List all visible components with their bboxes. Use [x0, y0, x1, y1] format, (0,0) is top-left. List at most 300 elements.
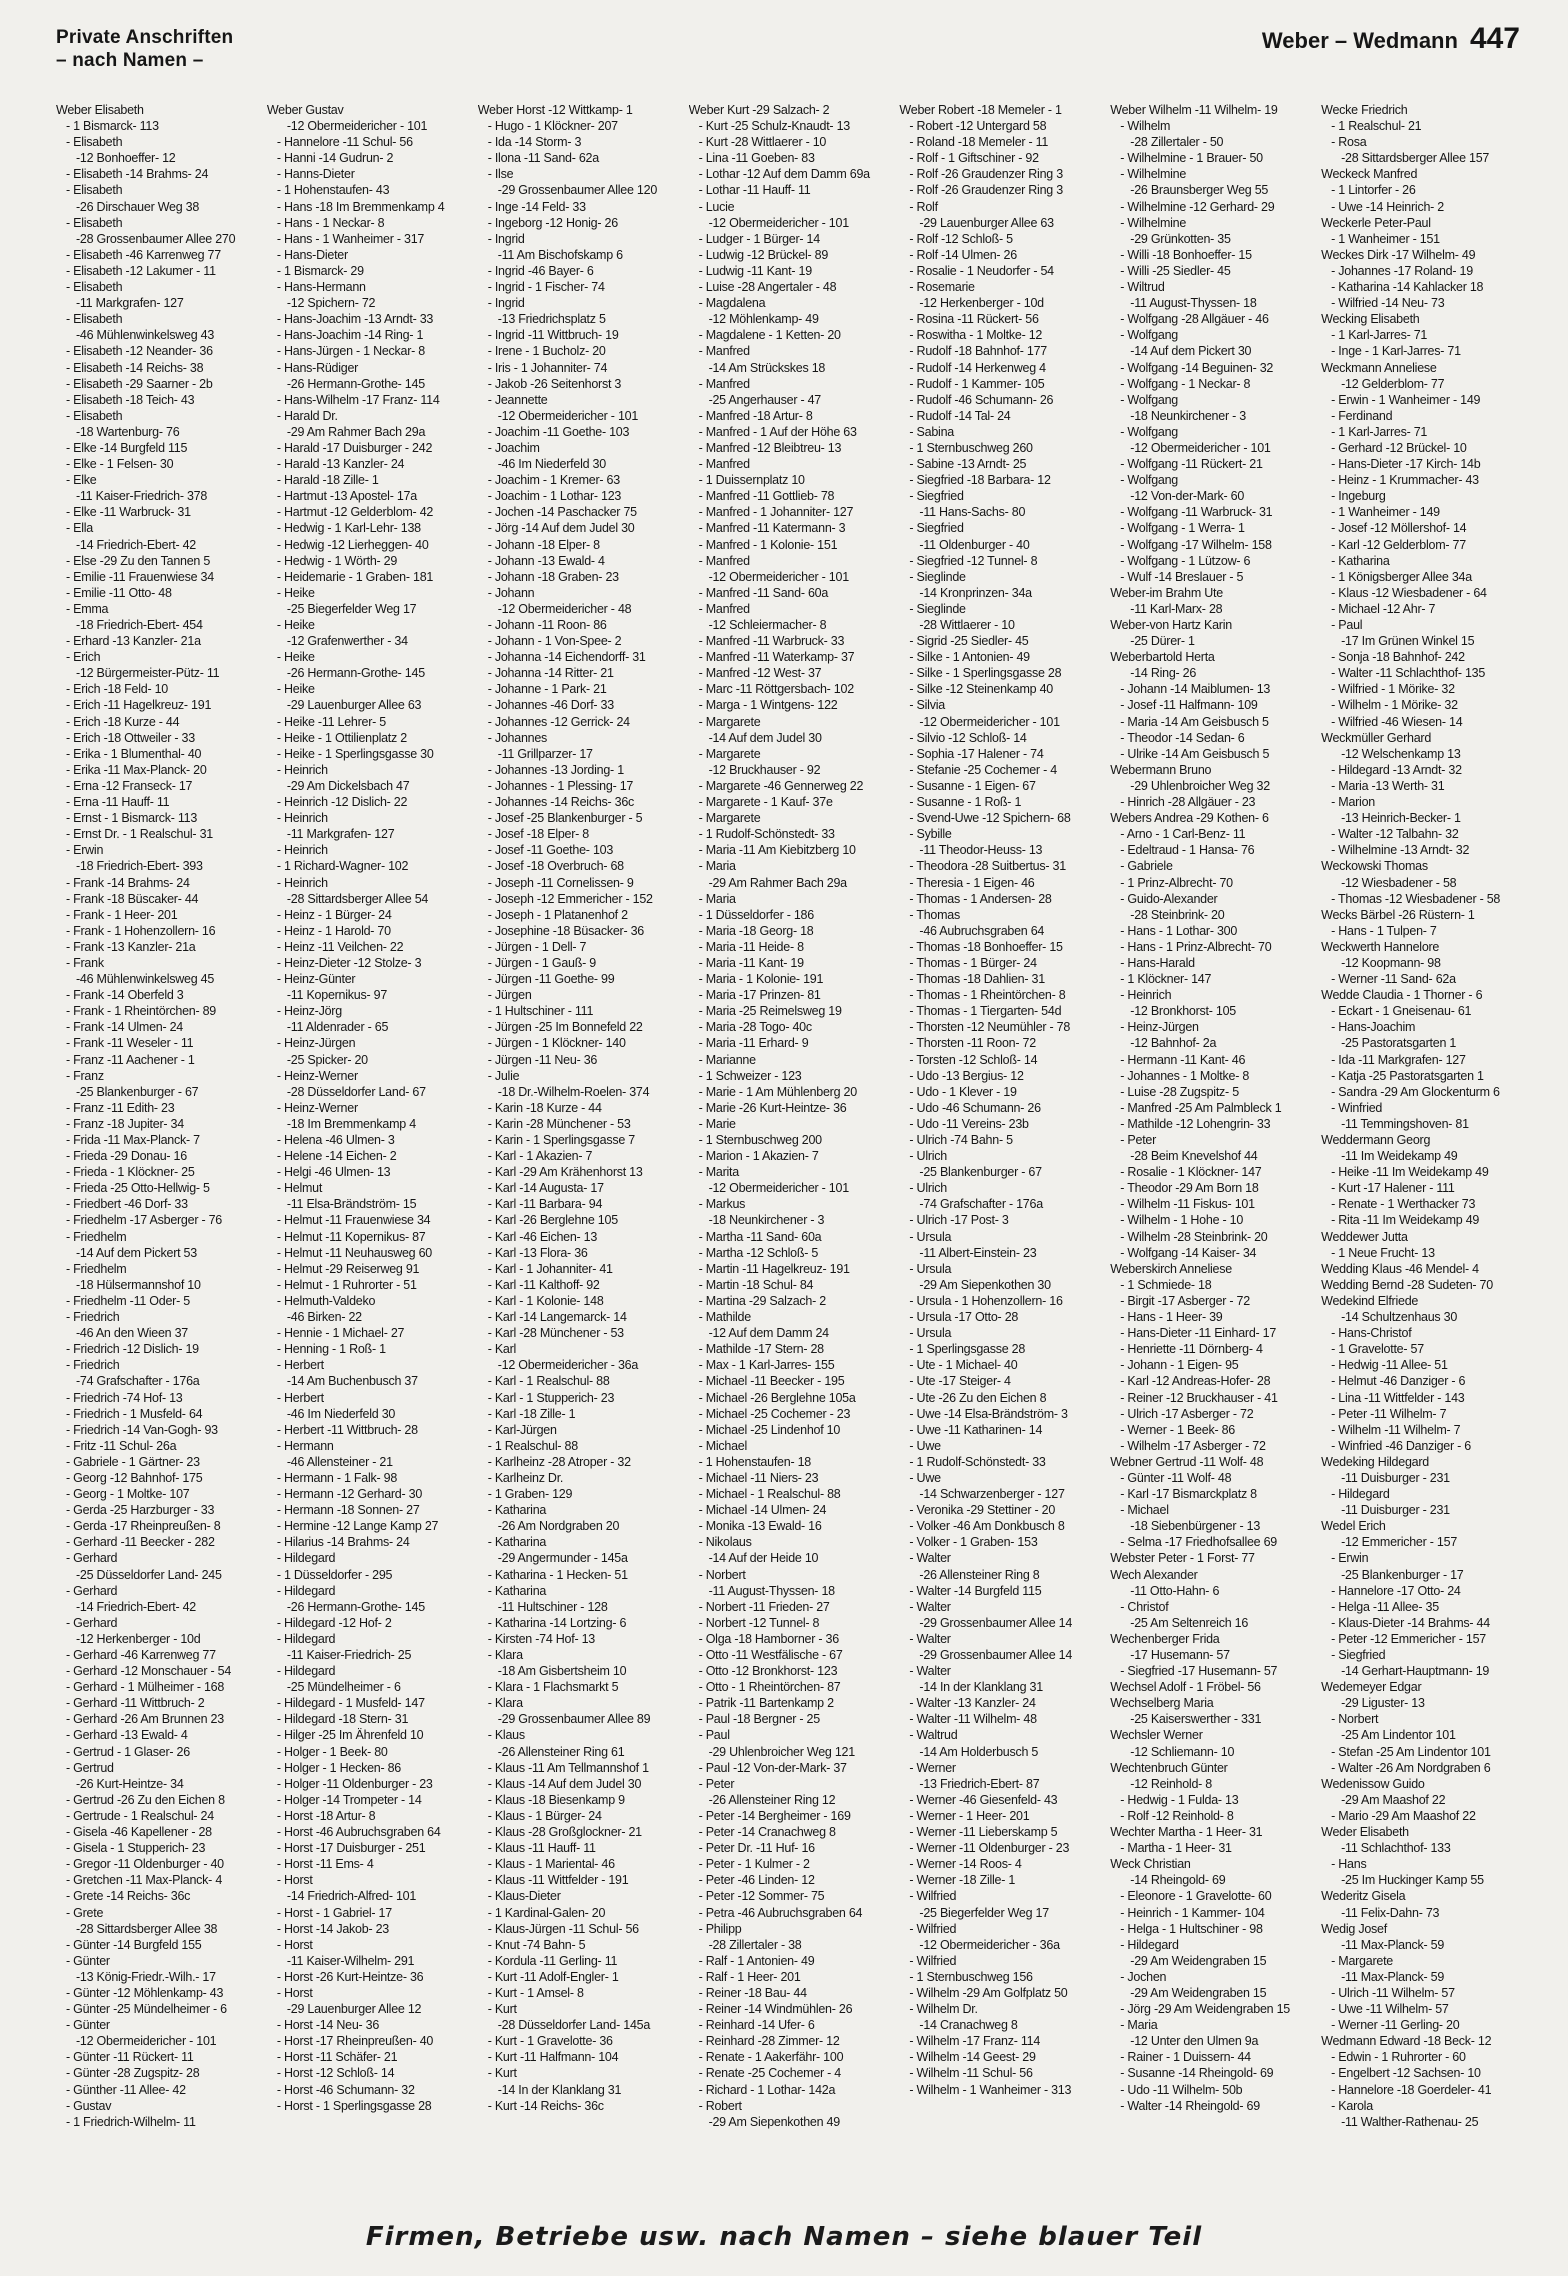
directory-entry: - Silke - 1 Antonien- 49: [909, 650, 1030, 665]
directory-entry: - Maria -17 Prinzen- 81: [698, 988, 821, 1003]
directory-entry: - Margarete: [698, 714, 761, 729]
directory-entry: - Johann -18 Graben- 23: [487, 569, 619, 584]
directory-entry: - Fritz -11 Schul- 26a: [66, 1438, 177, 1453]
directory-entry: - Siegfried -12 Tunnel- 8: [909, 553, 1038, 568]
directory-entry: -29 Lauenburger Allee 12: [286, 2002, 422, 2017]
directory-entry: -46 Mühlenwinkelsweg 45: [76, 972, 215, 987]
directory-entry: - Hermann: [276, 1438, 334, 1453]
directory-entry: -25 Düsseldorfer Land- 245: [76, 1567, 222, 1582]
directory-entry: - Uwe: [909, 1470, 941, 1485]
directory-entry: - Emma: [66, 601, 109, 616]
directory-entry: - Erich -11 Hagelkreuz- 191: [66, 698, 212, 713]
directory-entry: - Henriette -11 Dörnberg- 4: [1120, 1342, 1263, 1357]
directory-entry: - Rudolf -14 Herkenweg 4: [909, 360, 1046, 375]
directory-entry: - Hedwig -12 Lierheggen- 40: [276, 537, 429, 552]
directory-entry: -11 Hans-Sachs- 80: [919, 505, 1026, 520]
directory-entry: - Elisabeth: [66, 312, 123, 327]
directory-entry: - Sybille: [909, 827, 952, 842]
directory-entry: - Hans - 1 Heer- 39: [1120, 1310, 1223, 1325]
directory-entry: - 1 Karl-Jarres- 71: [1331, 328, 1428, 343]
directory-entry: Wechenberger Frida: [1110, 1631, 1220, 1646]
directory-entry: - Manfred -11 Katermann- 3: [698, 521, 846, 536]
directory-entry: - Elisabeth -12 Lakumer - 11: [66, 263, 216, 278]
directory-entry: -18 Im Bremmenkamp 4: [286, 1116, 416, 1131]
directory-entry: - Gertrud -26 Zu den Eichen 8: [66, 1792, 225, 1807]
directory-entry: -25 Angerhauser - 47: [708, 392, 822, 407]
name-range: Weber – Wedmann: [1261, 28, 1458, 53]
directory-entry: - Manfred -18 Artur- 8: [698, 408, 813, 423]
directory-entry: - Marie: [698, 1116, 736, 1131]
directory-entry: - Marion: [1331, 795, 1375, 810]
directory-entry: - Klaus - 1 Bürger- 24: [487, 1808, 602, 1823]
directory-entry: - Joseph -11 Cornelissen- 9: [487, 875, 634, 890]
directory-entry: - Ella: [66, 521, 93, 536]
directory-entry: - 1 Karl-Jarres- 71: [1331, 424, 1428, 439]
directory-entry: Wechsel Adolf - 1 Fröbel- 56: [1110, 1680, 1261, 1695]
directory-entry: - 1 Lintorfer - 26: [1331, 183, 1416, 198]
directory-entry: - Friedrich -12 Dislich- 19: [66, 1342, 199, 1357]
directory-entry: - Maria -18 Georg- 18: [698, 923, 814, 938]
directory-entry: - Werner - 1 Heer- 201: [909, 1808, 1030, 1823]
directory-entry: - Reinhard -28 Zimmer- 12: [698, 2034, 840, 2049]
directory-entry: - Wilhelm -11 Wilhelm- 7: [1331, 1422, 1461, 1437]
directory-entry: - 1 Hohenstaufen- 43: [276, 183, 390, 198]
directory-entry: -46 Im Niederfeld 30: [497, 457, 606, 472]
directory-entry: - Franz -11 Edith- 23: [66, 1100, 175, 1115]
directory-entry: - Margarete: [1331, 1953, 1393, 1968]
page-number: 447: [1469, 22, 1520, 55]
directory-entry: - Thomas: [909, 907, 960, 922]
directory-entry: -29 Angermunder - 145a: [497, 1551, 628, 1566]
directory-entry: - Joseph - 1 Platanenhof 2: [487, 907, 628, 922]
directory-entry: - Franz -11 Aachener - 1: [66, 1052, 195, 1067]
directory-entry: -12 Emmericher - 157: [1341, 1535, 1458, 1550]
directory-entry: - Friedrich: [66, 1358, 120, 1373]
directory-entry: - Johann -14 Maiblumen- 13: [1120, 682, 1271, 697]
directory-entry: -25 Dürer- 1: [1130, 634, 1195, 649]
directory-entry: - Sieglinde: [909, 569, 966, 584]
directory-entry: - Walter -11 Wilhelm- 48: [909, 1712, 1037, 1727]
directory-entry: -28 Steinbrink- 20: [1130, 907, 1225, 922]
directory-entry: -25 Blankenburger - 67: [919, 1165, 1042, 1180]
directory-entry: -12 Obermeidericher - 101: [286, 119, 428, 134]
directory-entry: Webster Peter - 1 Forst- 77: [1110, 1551, 1255, 1566]
directory-entry: -18 Friedrich-Ebert- 454: [76, 618, 203, 632]
directory-entry: - Manfred: [698, 376, 750, 391]
directory-entry: - Helena -46 Ulmen- 3: [276, 1133, 395, 1147]
directory-entry: - Elisabeth -18 Teich- 43: [66, 392, 195, 407]
directory-entry: - Gerhard -46 Karrenweg 77: [66, 1648, 216, 1662]
directory-entry: Wedenissow Guido: [1321, 1776, 1425, 1791]
directory-entry: -11 Max-Planck- 59: [1341, 1937, 1445, 1952]
directory-entry: - Johanna -14 Eichendorff- 31: [487, 650, 646, 665]
directory-entry: - Gregor -11 Oldenburger - 40: [66, 1857, 224, 1872]
directory-entry: - Wilhelmine: [1120, 167, 1187, 182]
directory-entry: - Rolf -12 Schloß- 5: [909, 231, 1013, 246]
directory-entry: - Wolfgang -11 Rückert- 21: [1120, 457, 1263, 472]
directory-entry: - 1 Richard-Wagner- 102: [276, 859, 409, 874]
directory-entry: - Katharina - 1 Hecken- 51: [487, 1567, 628, 1582]
directory-entry: - Karl -12 Gelderblom- 77: [1331, 537, 1466, 552]
directory-entry: - Theodora -28 Suitbertus- 31: [909, 859, 1066, 874]
directory-entry: - Kurt -25 Schulz-Knaudt- 13: [698, 119, 850, 134]
directory-entry: - Michael -26 Berglehne 105a: [698, 1390, 856, 1405]
directory-entry: - 1 Prinz-Albrecht- 70: [1120, 875, 1233, 890]
directory-entry: - Hermine -12 Lange Kamp 27: [276, 1519, 439, 1534]
directory-entry: - Silke - 1 Sperlingsgasse 28: [909, 666, 1062, 681]
directory-entry: - Jochen: [1120, 1969, 1167, 1984]
directory-entry: - Hans-Dieter -11 Einhard- 17: [1120, 1326, 1277, 1341]
directory-entry: - Norbert: [1331, 1712, 1379, 1727]
directory-entry: - Wilhelm - 1 Mörike- 32: [1331, 698, 1458, 713]
directory-entry: - 1 Hohenstaufen- 18: [698, 1454, 812, 1469]
directory-entry: - Thomas -18 Dahlien- 31: [909, 972, 1045, 987]
directory-entry: - Johannes -12 Gerrick- 24: [487, 714, 630, 729]
directory-entry: - Svend-Uwe -12 Spichern- 68: [909, 811, 1071, 826]
directory-column-7: [1321, 102, 1524, 2200]
directory-entry: Weckes Dirk -17 Wilhelm- 49: [1321, 247, 1476, 262]
directory-entry: - Frank -11 Weseler - 11: [66, 1036, 194, 1051]
directory-entry: - Werner -11 Gerling- 20: [1331, 2018, 1460, 2033]
directory-entry: - Knut -74 Bahn- 5: [487, 1937, 586, 1952]
directory-entry: -46 Allensteiner - 21: [286, 1454, 393, 1469]
directory-column-3: [478, 102, 681, 2200]
directory-entry: - Hannelore -17 Otto- 24: [1331, 1583, 1461, 1598]
directory-entry: - Willi -25 Siedler- 45: [1120, 263, 1231, 278]
directory-entry: - Rudolf -18 Bahnhof- 177: [909, 344, 1048, 359]
directory-entry: - Johann - 1 Von-Spee- 2: [487, 634, 622, 649]
directory-entry: -11 Albert-Einstein- 23: [919, 1245, 1037, 1260]
directory-entry: -46 An den Wieen 37: [76, 1326, 188, 1341]
directory-entry: - Michael -12 Ahr- 7: [1331, 601, 1436, 616]
directory-entry: - Klaus - 1 Mariental- 46: [487, 1857, 615, 1872]
directory-entry: - Philipp: [698, 1921, 742, 1936]
directory-entry: - Ingrid: [487, 231, 525, 246]
directory-entry: -29 Am Weidengraben 15: [1130, 1953, 1267, 1968]
directory-entry: - Jürgen - 1 Dell- 7: [487, 939, 587, 954]
directory-entry: -14 Auf dem Judel 30: [708, 730, 822, 745]
directory-entry: - Hedwig -11 Allee- 51: [1331, 1358, 1448, 1373]
directory-entry: - Olga -18 Hamborner - 36: [698, 1631, 839, 1646]
directory-entry: - Hans - 1 Tulpen- 7: [1331, 923, 1437, 938]
directory-entry: - Udo - 1 Klever - 19: [909, 1084, 1017, 1099]
directory-entry: - Ilse: [487, 167, 514, 182]
directory-entry: -12 Wiesbadener - 58: [1341, 875, 1457, 890]
directory-entry: - Hans-Hermann: [276, 280, 366, 295]
directory-entry: - Karin - 1 Sperlingsgasse 7: [487, 1133, 635, 1147]
directory-entry: - Paul: [698, 1728, 730, 1743]
directory-entry: - Rosina -11 Rückert- 56: [909, 312, 1039, 327]
directory-entry: - Michael -11 Beecker - 195: [698, 1374, 845, 1389]
directory-entry: - Klaus -18 Biesenkamp 9: [487, 1792, 625, 1807]
directory-entry: Webermann Bruno: [1110, 762, 1212, 777]
directory-entry: -11 Walther-Rathenau- 25: [1341, 2114, 1479, 2129]
directory-entry: - Helga - 1 Hultschiner - 98: [1120, 1921, 1263, 1936]
directory-entry: - Eleonore - 1 Gravelotte- 60: [1120, 1889, 1272, 1904]
directory-entry: - Frieda -25 Otto-Hellwig- 5: [66, 1181, 210, 1196]
directory-entry: - Kordula -11 Gerling- 11: [487, 1953, 618, 1968]
directory-entry: -26 Hermann-Grothe- 145: [286, 376, 425, 391]
directory-entry: - Heinrich: [276, 843, 328, 858]
directory-entry: - 1 Neue Frucht- 13: [1331, 1245, 1435, 1260]
directory-entry: Weder Elisabeth: [1321, 1825, 1409, 1840]
directory-entry: - Heinrich: [276, 762, 328, 777]
directory-entry: - Karl: [487, 1342, 517, 1357]
directory-entry: - Renate - 1 Werthacker 73: [1331, 1197, 1476, 1212]
directory-entry: - Erich: [66, 650, 101, 665]
directory-entry: - Heike: [276, 650, 315, 665]
directory-entry: - Michael: [698, 1438, 748, 1453]
directory-entry: - Guido-Alexander: [1120, 891, 1218, 906]
directory-entry: - Hilger -25 Im Ährenfeld 10: [276, 1728, 424, 1743]
directory-entry: -12 Herkenberger - 10d: [919, 296, 1044, 311]
directory-entry: -26 Braunsberger Weg 55: [1130, 183, 1269, 198]
directory-entry: - Thomas -18 Bonhoeffer- 15: [909, 939, 1063, 954]
directory-entry: - Lothar -11 Hauff- 11: [698, 183, 811, 198]
directory-entry: -13 Heinrich-Becker- 1: [1341, 811, 1461, 826]
directory-entry: -11 Markgrafen- 127: [286, 827, 395, 842]
directory-entry: - Gerhard -11 Wittbruch- 2: [66, 1696, 205, 1711]
directory-entry: Weck Christian: [1110, 1857, 1191, 1872]
directory-entry: - Johanne - 1 Park- 21: [487, 682, 607, 697]
directory-entry: - Manfred - 1 Auf der Höhe 63: [698, 424, 857, 439]
directory-entry: - Hanni -14 Gudrun- 2: [276, 151, 394, 166]
directory-columns: [56, 102, 1524, 2200]
directory-entry: -18 Neunkirchener - 3: [1130, 408, 1246, 423]
directory-entry: - Hans -18 Im Bremmenkamp 4: [276, 199, 445, 214]
directory-entry: - Inge - 1 Karl-Jarres- 71: [1331, 344, 1461, 359]
directory-entry: -18 Siebenbürgener - 13: [1130, 1519, 1261, 1534]
directory-entry: - Ingrid - 1 Fischer- 74: [487, 280, 605, 295]
directory-entry: - Katharina -14 Kahlacker 18: [1331, 280, 1484, 295]
directory-entry: - Lina -11 Goeben- 83: [698, 151, 815, 166]
directory-entry: - Ralf - 1 Heer- 201: [698, 1969, 801, 1984]
directory-entry: - Katja -25 Pastoratsgarten 1: [1331, 1068, 1484, 1083]
directory-entry: - Elisabeth -29 Saarner - 2b: [66, 376, 213, 391]
directory-entry: - Maria -11 Erhard- 9: [698, 1036, 809, 1051]
directory-entry: - Wolfgang - 1 Lützow- 6: [1120, 553, 1251, 568]
directory-entry: - Johanna -14 Ritter- 21: [487, 666, 614, 681]
directory-entry: - Thomas - 1 Andersen- 28: [909, 891, 1052, 906]
directory-entry: - Ferdinand: [1331, 408, 1393, 423]
directory-entry: - Gerhard: [66, 1615, 118, 1630]
directory-entry: - Udo -11 Vereins- 23b: [909, 1116, 1029, 1131]
directory-entry: - Georg -12 Bahnhof- 175: [66, 1470, 203, 1485]
directory-entry: - Hedwig - 1 Karl-Lehr- 138: [276, 521, 421, 536]
directory-entry: -11 Im Weidekamp 49: [1341, 1149, 1458, 1164]
directory-entry: - 1 Düsseldorfer - 295: [276, 1567, 393, 1582]
directory-entry: - Siegfried -17 Husemann- 57: [1120, 1664, 1278, 1679]
directory-entry: - Manfred -12 Bleibtreu- 13: [698, 440, 842, 455]
directory-entry: - Joachim -11 Goethe- 103: [487, 424, 630, 439]
directory-entry: - Roland -18 Memeler - 11: [909, 135, 1049, 150]
directory-entry: - Gerhard: [66, 1551, 118, 1566]
directory-entry: - Sieglinde: [909, 601, 966, 616]
directory-entry: -11 Grillparzer- 17: [497, 746, 593, 761]
directory-entry: - Robert -12 Untergard 58: [909, 119, 1047, 134]
directory-entry: - Johann -11 Roon- 86: [487, 618, 607, 632]
directory-entry: - Winfried: [1331, 1100, 1383, 1115]
directory-entry: - Ulrich -17 Asberger - 72: [1120, 1406, 1254, 1421]
directory-entry: -29 Am Siepenkothen 30: [919, 1277, 1051, 1292]
directory-entry: - Rolf -12 Reinhold- 8: [1120, 1808, 1234, 1823]
directory-entry: - Friedrich -14 Van-Gogh- 93: [66, 1422, 218, 1437]
directory-entry: - Wilfried: [909, 1953, 957, 1968]
directory-entry: - Katharina: [487, 1583, 547, 1598]
directory-entry: - Josef -18 Overbruch- 68: [487, 859, 624, 874]
directory-entry: - 1 Sperlingsgasse 28: [909, 1342, 1026, 1357]
directory-entry: - Hans - 1 Prinz-Albrecht- 70: [1120, 939, 1272, 954]
directory-entry: - Gretchen -11 Max-Planck- 4: [66, 1873, 223, 1888]
directory-entry: - Werner -18 Zille- 1: [909, 1873, 1016, 1888]
directory-entry: Wecks Bärbel -26 Rüstern- 1: [1321, 907, 1475, 922]
directory-entry: -12 Bronkhorst- 105: [1130, 1004, 1237, 1019]
directory-column-1: [56, 102, 259, 2200]
directory-entry: - 1 Realschul- 21: [1331, 119, 1422, 134]
directory-entry: -14 Ring- 26: [1130, 666, 1197, 681]
directory-entry: -11 Otto-Hahn- 6: [1130, 1583, 1220, 1598]
directory-column-6: [1110, 102, 1313, 2200]
directory-entry: - Josephine -18 Büsacker- 36: [487, 923, 644, 938]
directory-entry: -11 Aldenrader - 65: [286, 1020, 389, 1035]
directory-entry: - 1 Sternbuschweg 260: [909, 440, 1033, 455]
directory-entry: - 1 Realschul- 88: [487, 1438, 578, 1453]
directory-entry: - Wilhelm - 1 Hohe - 10: [1120, 1213, 1244, 1228]
directory-entry: - Herbert: [276, 1390, 324, 1405]
directory-entry: - Ursula: [909, 1326, 952, 1341]
directory-entry: - Horst -11 Schäfer- 21: [276, 2050, 398, 2065]
directory-entry: - Harald -17 Duisburger - 242: [276, 440, 433, 455]
directory-entry: - Harald -18 Zille- 1: [276, 473, 379, 488]
directory-entry: - Karin -18 Kurze - 44: [487, 1100, 602, 1115]
directory-entry: - Marga - 1 Wintgens- 122: [698, 698, 838, 713]
directory-entry: - Friedhelm: [66, 1261, 127, 1276]
directory-entry: - Walter -14 Burgfeld 115: [909, 1583, 1042, 1598]
directory-entry: - Frieda -29 Donau- 16: [66, 1149, 187, 1164]
directory-entry: - Reiner -18 Bau- 44: [698, 1985, 807, 2000]
directory-entry: -28 Sittardsberger Allee 38: [76, 1921, 218, 1936]
directory-entry: - Hans-Dieter: [276, 247, 348, 262]
directory-entry: - Wiltrud: [1120, 280, 1165, 295]
directory-entry: - Otto -12 Bronkhorst- 123: [698, 1664, 838, 1679]
directory-entry: - Birgit -17 Asberger - 72: [1120, 1293, 1250, 1308]
directory-entry: - Gerda -25 Harzburger - 33: [66, 1503, 215, 1518]
directory-entry: -12 Obermeidericher - 36a: [497, 1358, 639, 1373]
directory-entry: - Wilfried: [909, 1921, 957, 1936]
directory-entry: - Elke -14 Burgfeld 115: [66, 440, 188, 455]
directory-entry: - Michael -25 Cochemer - 23: [698, 1406, 851, 1421]
directory-entry: - Sandra -29 Am Glockenturm 6: [1331, 1084, 1500, 1099]
directory-entry: -14 Am Buchenbusch 37: [286, 1374, 418, 1389]
directory-entry: - Klaus-Dieter: [487, 1889, 561, 1904]
directory-entry: -14 Kronprinzen- 34a: [919, 585, 1032, 600]
directory-entry: - Martin -18 Schul- 84: [698, 1277, 814, 1292]
directory-entry: - Elisabeth -12 Neander- 36: [66, 344, 213, 359]
directory-entry: - Hanns-Dieter: [276, 167, 355, 182]
directory-entry: -12 Obermeidericher - 101: [76, 2034, 217, 2049]
directory-entry: - Jürgen -11 Neu- 36: [487, 1052, 598, 1067]
directory-entry: - Heinrich: [276, 875, 328, 890]
directory-entry: - Norbert -11 Frieden- 27: [698, 1599, 830, 1614]
directory-entry: - Walter -14 Rheingold- 69: [1120, 2098, 1260, 2113]
directory-entry: - Johannes - 1 Plessing- 17: [487, 778, 634, 793]
directory-entry: - Joachim - 1 Lothar- 123: [487, 489, 622, 504]
directory-entry: - Inge -14 Feld- 33: [487, 199, 586, 214]
directory-entry: - Mathilde -17 Stern- 28: [698, 1342, 824, 1357]
directory-entry: -12 Obermeidericher - 101: [708, 215, 849, 230]
directory-entry: -14 Friedrich-Ebert- 42: [76, 1599, 196, 1614]
directory-entry: - Karl -12 Andreas-Hofer- 28: [1120, 1374, 1271, 1389]
directory-entry: - Martha -11 Sand- 60a: [698, 1229, 822, 1244]
directory-entry: -12 Bürgermeister-Pütz- 11: [76, 666, 220, 681]
directory-entry: - Margarete - 1 Kauf- 37e: [698, 795, 833, 810]
directory-entry: - Robert: [698, 2098, 742, 2113]
directory-entry: - Ursula - 1 Hohenzollern- 16: [909, 1293, 1063, 1308]
directory-entry: -12 Unter den Ulmen 9a: [1130, 2034, 1259, 2049]
directory-entry: -25 Blankenburger - 17: [1341, 1567, 1464, 1582]
directory-entry: - Günther -11 Allee- 42: [66, 2082, 186, 2097]
directory-entry: - Walter -26 Am Nordgraben 6: [1331, 1760, 1491, 1775]
directory-entry: - Ulrich -11 Wilhelm- 57: [1331, 1985, 1455, 2000]
directory-entry: - Wilhelm: [1120, 119, 1171, 134]
directory-entry: - Wolfgang -14 Kaiser- 34: [1120, 1245, 1257, 1260]
directory-entry: - Helmut -11 Frauenwiese 34: [276, 1213, 431, 1228]
directory-entry: - Gerhard -12 Brückel- 10: [1331, 440, 1467, 455]
directory-entry: -18 Friedrich-Ebert- 393: [76, 859, 203, 874]
directory-entry: - Gertrud - 1 Glaser- 26: [66, 1744, 190, 1759]
directory-entry: - Klaus-Jürgen -11 Schul- 56: [487, 1921, 639, 1936]
directory-entry: - Heinz-Günter: [276, 972, 356, 987]
directory-entry: - Wolfgang -28 Allgäuer - 46: [1120, 312, 1269, 327]
directory-entry: - Frank -14 Ulmen- 24: [66, 1020, 184, 1035]
directory-entry: -11 Duisburger - 231: [1341, 1503, 1450, 1518]
directory-entry: - Josef -25 Blankenburger - 5: [487, 811, 643, 826]
directory-entry: - Wilfried -14 Neu- 73: [1331, 296, 1445, 311]
directory-entry: Weber Elisabeth: [56, 103, 144, 117]
directory-entry: -11 Am Bischofskamp 6: [497, 247, 623, 262]
directory-entry: -18 Wartenburg- 76: [76, 424, 180, 439]
directory-entry: -11 Max-Planck- 59: [1341, 1969, 1445, 1984]
directory-entry: - Renate - 1 Aakerfähr- 100: [698, 2050, 844, 2065]
directory-entry: - Ernst Dr. - 1 Realschul- 31: [66, 827, 213, 842]
directory-entry: - Hermann -18 Sonnen- 27: [276, 1503, 420, 1518]
directory-entry: - Theodor -14 Sedan- 6: [1120, 730, 1245, 745]
directory-entry: -28 Grossenbaumer Allee 270: [76, 231, 236, 246]
directory-entry: - Marita: [698, 1165, 739, 1180]
directory-entry: - Thomas - 1 Bürger- 24: [909, 955, 1037, 970]
directory-entry: - Rosa: [1331, 135, 1367, 150]
directory-entry: -14 Gerhart-Hauptmann- 19: [1341, 1664, 1490, 1679]
directory-entry: - Walter: [909, 1551, 951, 1566]
directory-entry: - Magdalena: [698, 296, 766, 311]
directory-entry: - Heinz-Jürgen: [276, 1036, 356, 1051]
directory-entry: - Else -29 Zu den Tannen 5: [66, 553, 211, 568]
directory-entry: - Walter -12 Talbahn- 32: [1331, 827, 1459, 842]
directory-entry: - Friedhelm -11 Oder- 5: [66, 1293, 190, 1308]
directory-entry: - Wolfgang - 1 Werra- 1: [1120, 521, 1245, 536]
directory-entry: - Jochen -14 Paschacker 75: [487, 505, 637, 520]
directory-entry: - Jeannette: [487, 392, 548, 407]
directory-entry: - Günter -14 Burgfeld 155: [66, 1937, 202, 1952]
directory-entry: - Eckart - 1 Gneisenau- 61: [1331, 1004, 1472, 1019]
section-title-line-2: – nach Namen –: [56, 50, 204, 71]
directory-entry: - Paul -12 Von-der-Mark- 37: [698, 1760, 847, 1775]
directory-entry: - Maria: [698, 891, 736, 906]
directory-entry: - Renate -25 Cochemer - 4: [698, 2066, 841, 2081]
directory-entry: - Uwe: [909, 1438, 941, 1453]
directory-entry: - Heinz -11 Veilchen- 22: [276, 939, 404, 954]
directory-entry: - Karl -46 Eichen- 13: [487, 1229, 598, 1244]
